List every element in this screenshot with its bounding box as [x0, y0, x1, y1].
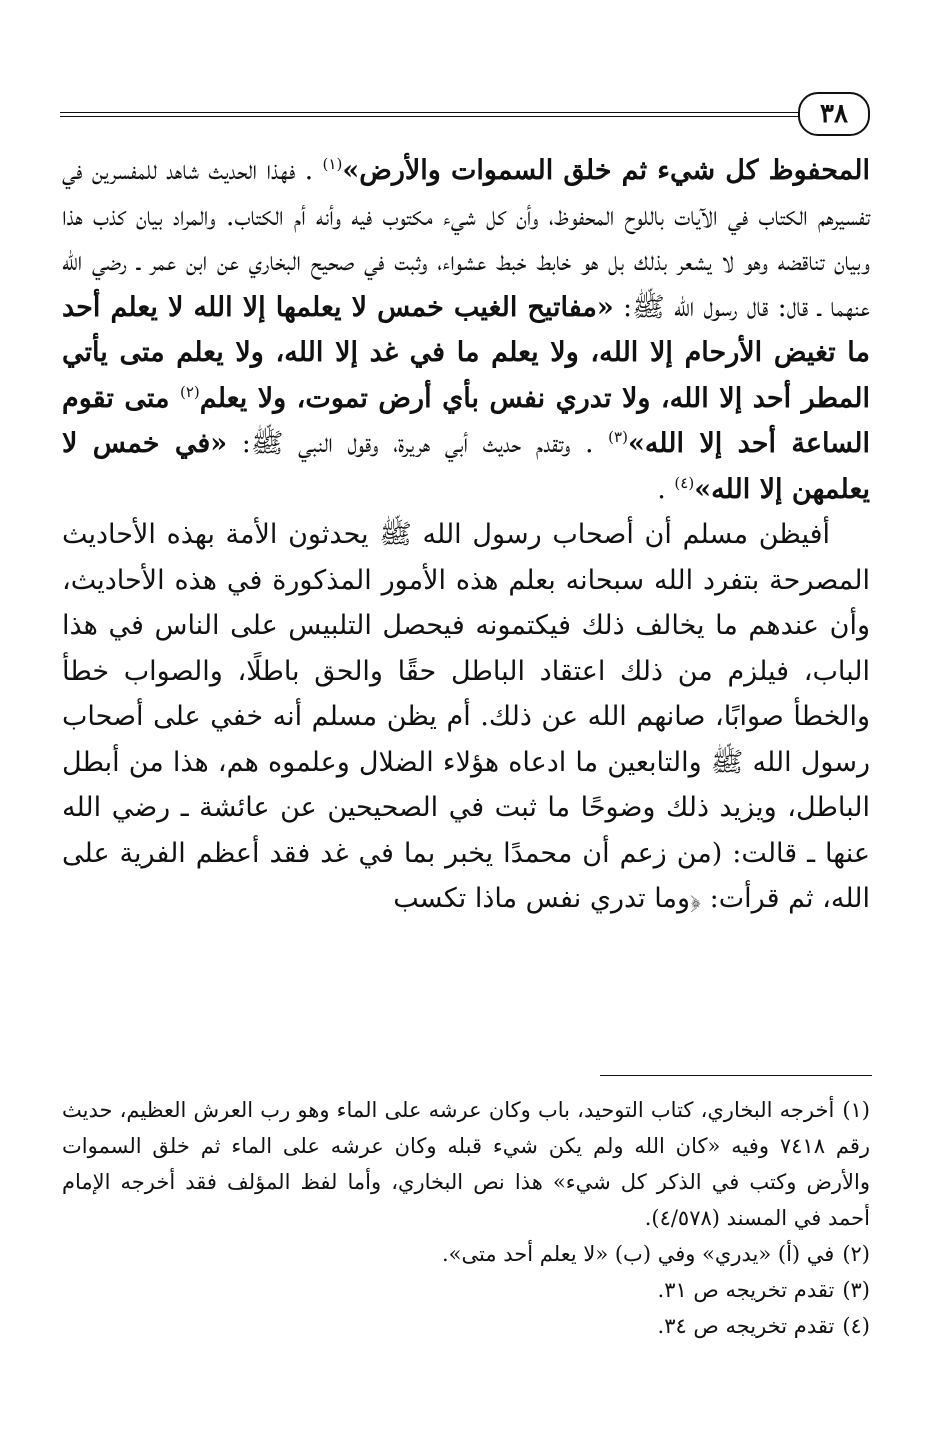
footnote-text: أخرجه البخاري، كتاب التوحيد، باب وكان عرشه على الماء وهو رب العرش العظيم، حديث رقم ٧٤١٨ وفيه «كان الله ولم يكن شيء قبله وكان عرشه على الماء ثم خلق السموات والأرض وكتب في الذكر كل شيء» هذا نص البخاري، وأما لفظ المؤلف فقد أخرجه الإمام أحمد في المسند (٤/٥٧٨).: [62, 1098, 871, 1230]
text-run: . وتقدم حديث أبي هريرة، وقول النبي ﷺ:: [227, 428, 609, 459]
footnotes: [62, 1092, 870, 1344]
paragraph-1: [62, 148, 870, 512]
footnote-text: تقدم تخريجه ص ٣٤.: [657, 1314, 835, 1338]
header-rule: [60, 112, 870, 117]
footnote-text: تقدم تخريجه ص ٣١.: [657, 1278, 835, 1302]
footnote-ref-2: (٢): [179, 382, 200, 401]
footnote-text: في (أ) «يدري» وفي (ب) «لا يعلم أحد متى».: [441, 1242, 835, 1266]
text-run: . فهذا الحديث شاهد للمفسرين في تفسيرهم الكتاب في الآيات باللوح المحفوظ، وأن كل شيء مكتوب فيه وأنه أم الكتاب. والمراد بيان كذب هذا وبيان تناقضه وهو لا يشعر بذلك بل هو خابط خبط عشواء، وثبت في صحيح البخاري عن ابن عمر ـ رضي الله عنهما ـ قال: قال رسول الله ﷺ:: [62, 155, 870, 323]
footnote-ref-3: (٣): [608, 428, 628, 446]
quote-hadith-2-end: متى تقوم الساعة أحد إلا الله»: [62, 382, 870, 459]
footnote-2: [62, 1236, 870, 1272]
footnote-1: [62, 1092, 870, 1236]
footnote-4: [62, 1308, 870, 1344]
quote-hadith-1: المحفوظ كل شيء ثم خلق السموات والأرض»: [342, 155, 870, 186]
footnote-ref-1: (١): [322, 155, 343, 173]
footnote-number: (٤): [842, 1314, 870, 1338]
quote-hadith-2: «مفاتيح الغيب خمس لا يعلمها إلا الله لا يعلم أحد ما تغيض الأرحام إلا الله، ولا يعلم ما في غد إلا الله، ولا يعلم متى يأتي المطر أحد إلا الله، ولا تدري نفس بأي أرض تموت، ولا يعلم: [62, 291, 870, 414]
footnote-3: [62, 1272, 870, 1308]
footnote-number: (٣): [842, 1278, 870, 1302]
page-header: [60, 92, 870, 132]
main-text: [62, 148, 870, 922]
footnote-number: (٢): [842, 1242, 870, 1266]
text-run: .: [657, 473, 675, 505]
page-number: ٣٨: [798, 92, 870, 136]
paragraph-2: أفيظن مسلم أن أصحاب رسول الله ﷺ يحدثون الأمة بهذه الأحاديث المصرحة بتفرد الله سبحانه بعلم هذه الأمور المذكورة في هذه الأحاديث، وأن عندهم ما يخالف ذلك فيكتمونه فيحصل التلبيس على الناس في هذا الباب، فيلزم من ذلك اعتقاد الباطل حقًا والحق باطلًا، والصواب خطأ والخطأ صوابًا، صانهم الله عن ذلك. أم يظن مسلم أنه خفي على أصحاب رسول الله ﷺ والتابعين ما ادعاه هؤلاء الضلال وعلموه هم، هذا من أبطل الباطل، ويزيد ذلك وضوحًا ما ثبت في الصحيحين عن عائشة ـ رضي الله عنها ـ قالت: (من زعم أن محمدًا يخبر بما في غد فقد أعظم الفرية على الله، ثم قرأت: ﴿وما تدري نفس ماذا تكسب: [62, 519, 870, 914]
quote-hadith-3: «في خمس لا يعلمهن إلا الله»: [62, 428, 870, 505]
footnote-separator: [600, 1075, 872, 1076]
footnote-number: (١): [842, 1098, 870, 1122]
footnote-ref-4: (٤): [674, 473, 695, 492]
